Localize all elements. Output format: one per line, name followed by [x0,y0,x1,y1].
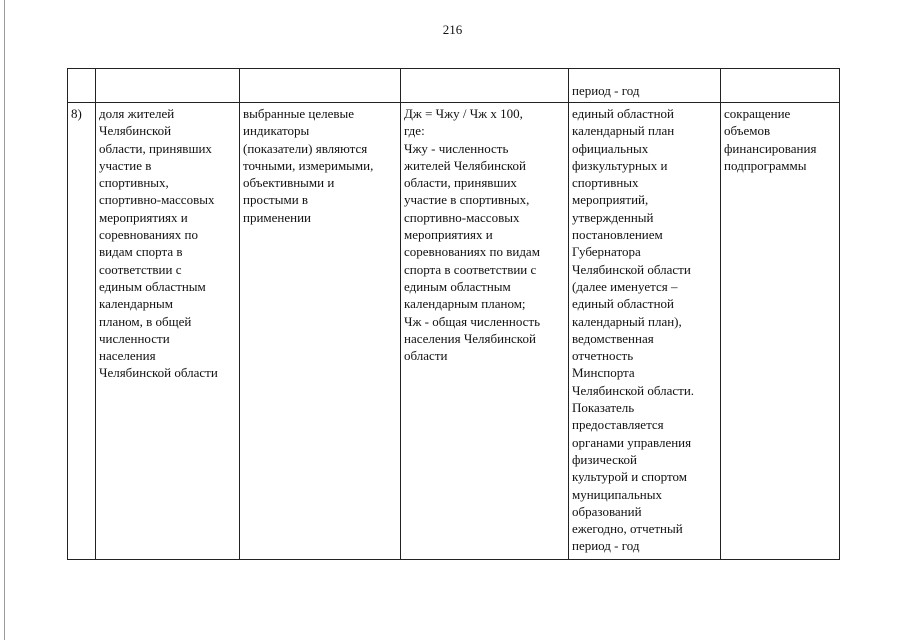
continuation-cell-source: период - год [569,69,721,103]
formula-cell [401,103,569,560]
continuation-cell-formula [401,69,569,103]
row-number-text: 8) [71,106,82,121]
characteristics-cell [240,103,401,560]
source-text: единый областной календарный план официальных физкультурных и спортивных мероприятий, утвержденный постановлением Губернатора Челябинской области (далее именуется – единый областной календарный план), ведомственная отчетность Минспорта Челябинской области. Показатель предоставляется органами управления физической культурой и спортом муниципальных образований ежегодно, отчетный период - год [572,106,695,554]
table-row [68,103,840,560]
indicator-text: доля жителей Челябинской области, принявших участие в спортивных, спортивно-массовых мероприятиях и соревнованиях по видам спорта в соответствии с единым областным календарным планом, в общей численности населения Челябинской области [99,106,218,381]
page-number: 216 [442,22,463,37]
formula-text: Дж = Чжу / Чж х 100, где: Чжу - численность жителей Челябинской области, принявших участие в спортивных, спортивно-массовых мероприятиях и соревнованиях по видам спорта в соответствии с единым областным календарным планом; Чж - общая численность населения Челябинской области [404,106,541,364]
characteristics-text: выбранные целевые индикаторы (показатели) являются точными, измеримыми, объективными и простыми в применении [243,106,374,225]
scan-edge-line [4,0,5,640]
effect-cell [721,103,840,560]
effect-text: сокращение объемов финансирования подпрограммы [724,106,817,173]
source-cell [569,103,721,560]
continuation-cell-effect [721,69,840,103]
continuation-row [68,69,840,103]
continuation-cell-characteristics [240,69,401,103]
continuation-cell-indicator [96,69,240,103]
row-number [68,103,96,560]
indicators-table [67,68,840,560]
continuation-cell-number [68,69,96,103]
indicator-cell [96,103,240,560]
